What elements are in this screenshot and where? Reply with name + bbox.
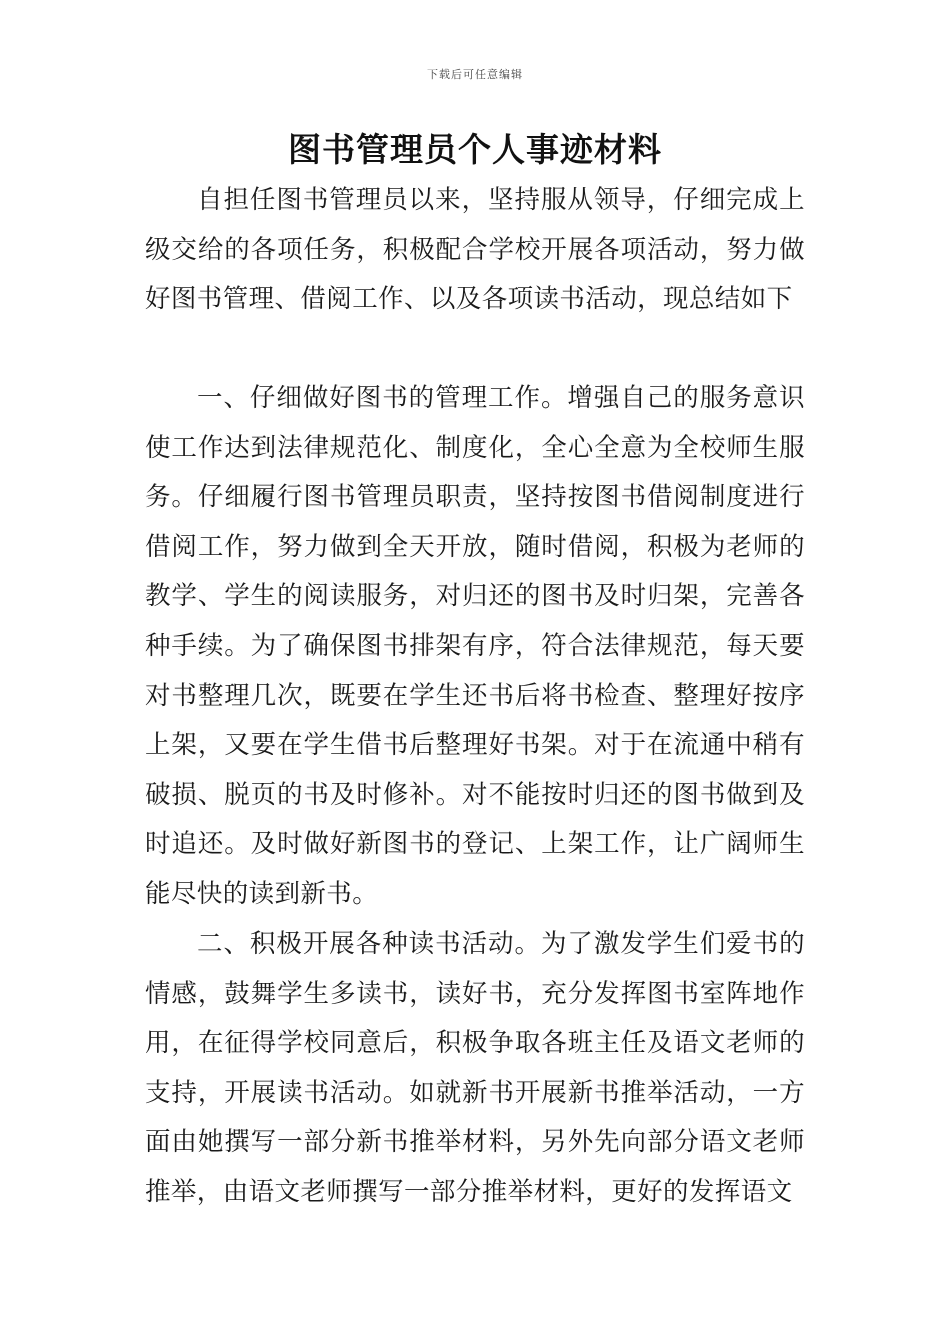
paragraph-text: 自担任图书管理员以来，坚持服从领导，仔细完成上级交给的各项任务，积极配合学校开展各项活动，努力做好图书管理、借阅工作、以及各项读书活动，现总结如下 <box>145 185 805 315</box>
document-title: 图书管理员个人事迹材料 <box>288 130 662 169</box>
paragraph-section-one <box>145 374 805 920</box>
paragraph-text: 二、积极开展各种读书活动。为了激发学生们爱书的情感，鼓舞学生多读书，读好书，充分发挥图书室阵地作用，在征得学校同意后，积极争取各班主任及语文老师的支持，开展读书活动。如就新书开展新书推举活动，一方面由她撰写一部分新书推举材料，另外先向部分语文老师推举，由语文老师撰写一部分推举材料，更好的发挥语文 <box>145 929 805 1207</box>
paragraph-intro <box>145 176 805 325</box>
paragraph-text: 一、仔细做好图书的管理工作。增强自己的服务意识使工作达到法律规范化、制度化，全心全意为全校师生服务。仔细履行图书管理员职责，坚持按图书借阅制度进行借阅工作，努力做到全天开放，随时借阅，积极为老师的教学、学生的阅读服务，对归还的图书及时归架，完善各种手续。为了确保图书排架有序，符合法律规范，每天要对书整理几次，既要在学生还书后将书检查、整理好按序上架，又要在学生借书后整理好书架。对于在流通中稍有破损、脱页的书及时修补。对不能按时归还的图书做到及时追还。及时做好新图书的登记、上架工作，让广阔师生能尽快的读到新书。 <box>145 383 805 909</box>
header-note: 下载后可任意编辑 <box>427 68 523 81</box>
paragraph-section-two <box>145 920 805 1218</box>
